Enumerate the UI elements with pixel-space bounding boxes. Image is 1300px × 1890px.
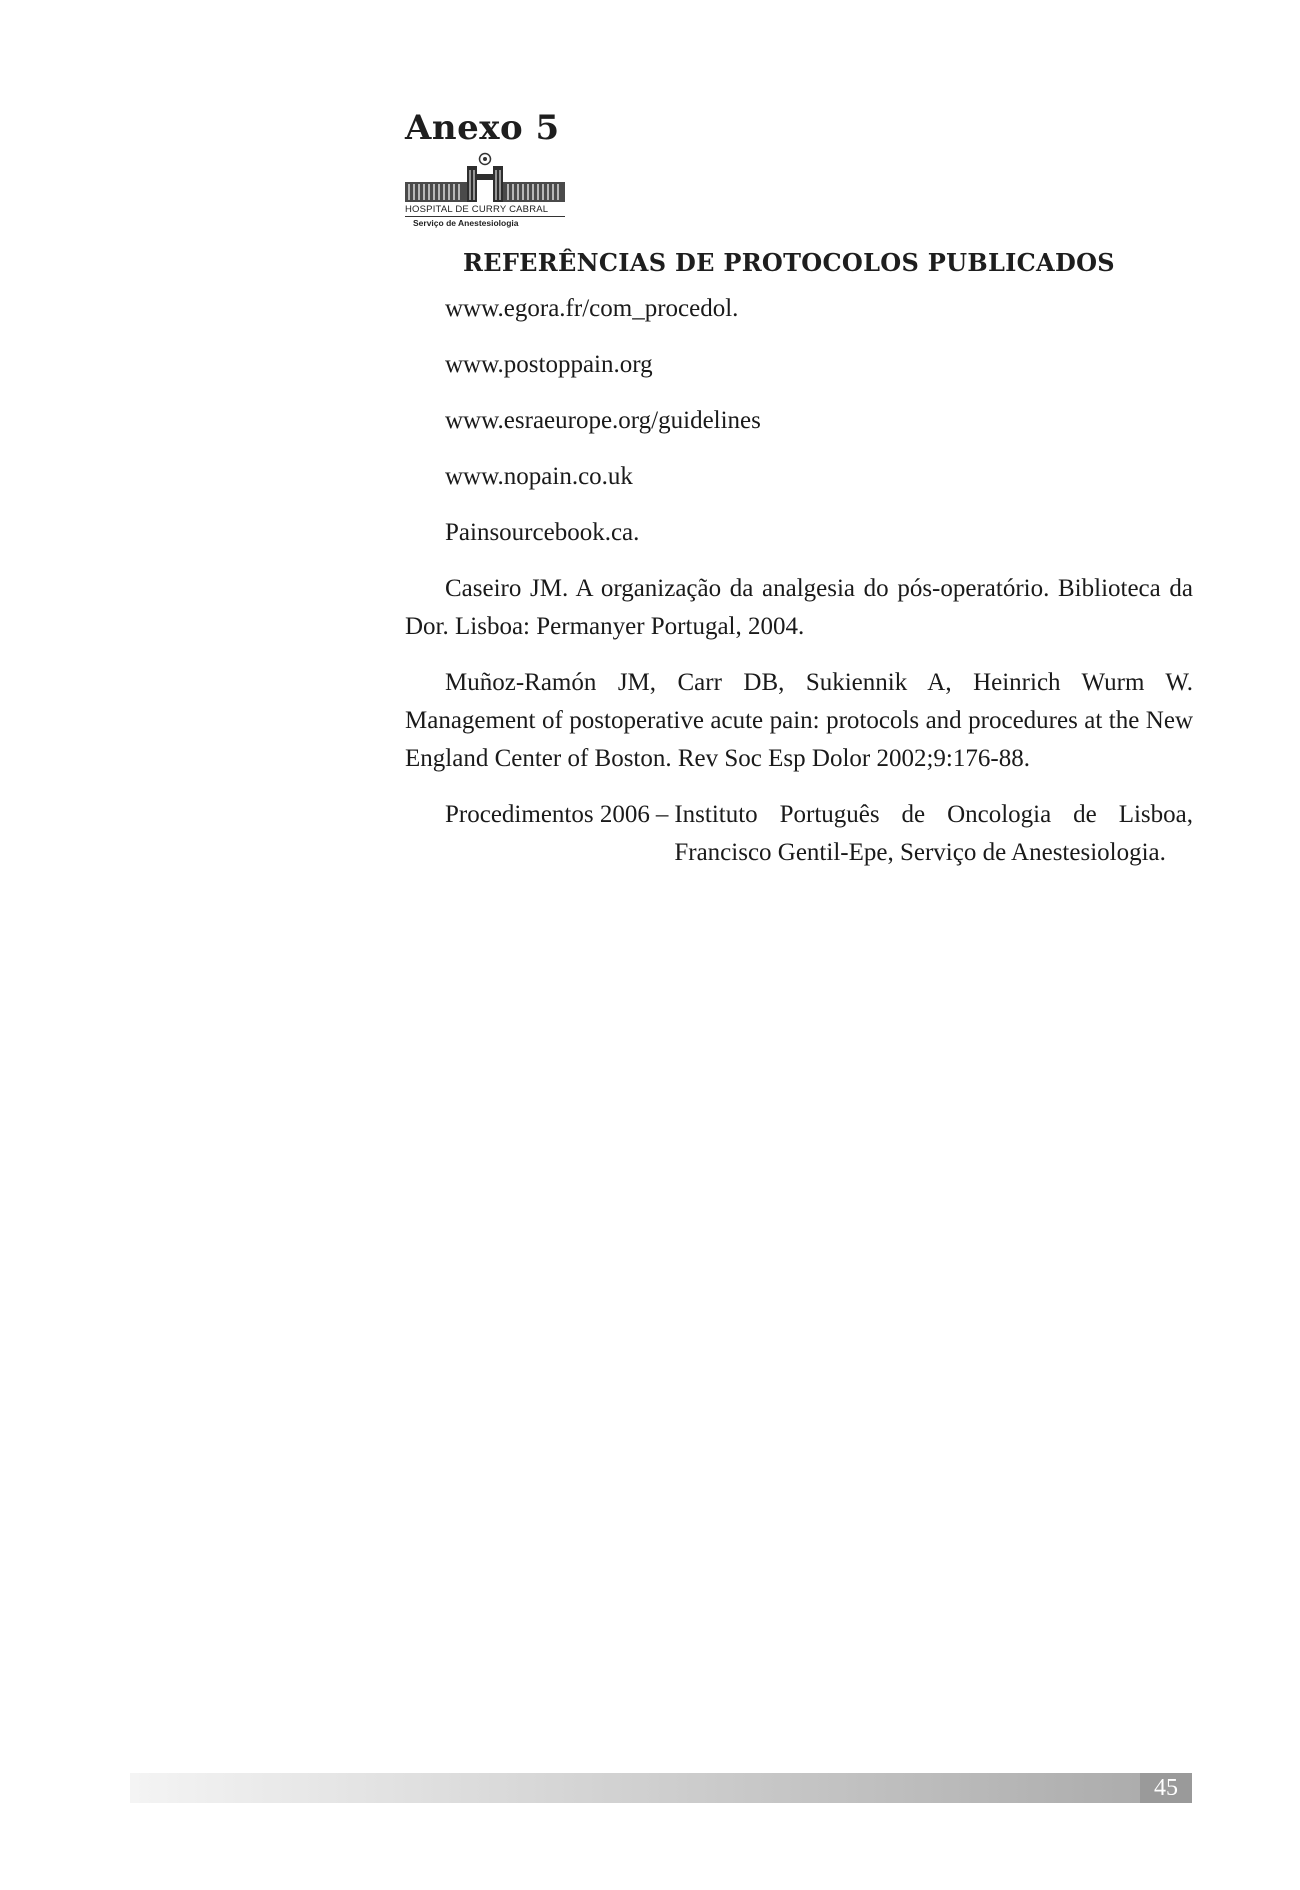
reference-body: Instituto Português de Oncologia de Lisboa, Francisco Gentil-Epe, Serviço de Anestesiologia. (674, 801, 1193, 866)
reference-label: Procedimentos 2006 (445, 801, 650, 828)
reference-list (405, 290, 1193, 872)
reference-item: www.nopain.co.uk (445, 463, 633, 490)
reference-item: Caseiro JM. A organização da analgesia do pós-operatório. Biblioteca da Dor. Lisboa: Permanyer Portugal, 2004. (405, 575, 1193, 640)
reference-item-procedimentos (405, 796, 1193, 872)
section-title: REFERÊNCIAS DE PROTOCOLOS PUBLICADOS (463, 248, 1115, 277)
footer-bar (130, 1773, 1192, 1803)
reference-separator: – (655, 801, 669, 828)
hospital-logo (405, 152, 565, 228)
reference-item: Painsourcebook.ca. (445, 519, 640, 546)
hospital-building-icon (405, 152, 565, 204)
logo-text-hospital: HOSPITAL DE CURRY CABRAL (405, 204, 565, 217)
annex-title: Anexo 5 (405, 108, 560, 148)
reference-item: www.egora.fr/com_procedol. (445, 295, 739, 322)
page-number: 45 (1140, 1773, 1192, 1803)
reference-item: Muñoz-Ramón JM, Carr DB, Sukiennik A, Heinrich Wurm W. Management of postoperative acute pain: protocols and procedures at the New England Center of Boston. Rev Soc Esp Dolor 2002;9:176-88. (405, 669, 1193, 772)
reference-item: www.esraeurope.org/guidelines (445, 407, 761, 434)
logo-text-service: Serviço de Anestesiologia (413, 218, 519, 228)
reference-item: www.postoppain.org (445, 351, 653, 378)
